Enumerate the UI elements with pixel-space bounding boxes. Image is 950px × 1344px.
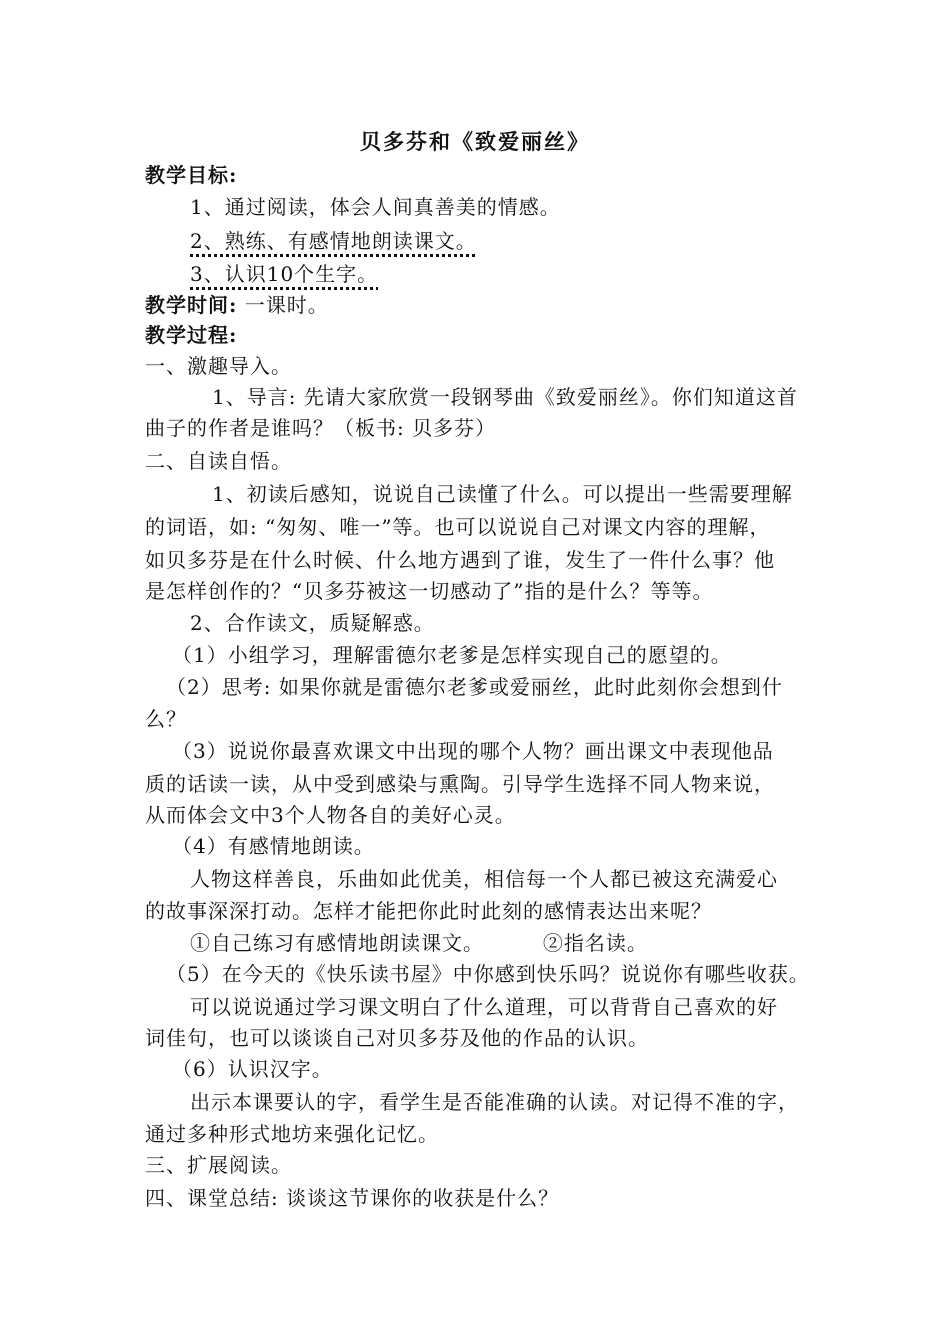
objective-item-3: 3、认识10个生字。 xyxy=(190,262,379,286)
paragraph-line: 如贝多芬是在什么时候、什么地方遇到了谁，发生了一件什么事？他 xyxy=(145,548,775,572)
paragraph-line: 1、初读后感知，说说自己读懂了什么。可以提出一些需要理解 xyxy=(212,482,793,506)
paragraph-line: 1、导言: 先请大家欣赏一段钢琴曲《致爱丽丝》。你们知道这首 xyxy=(212,385,798,409)
paragraph-line: 曲子的作者是谁吗？（板书: 贝多芬） xyxy=(145,416,497,440)
teaching-time-value: 一课时。 xyxy=(244,293,329,317)
paragraph-line: 人物这样善良，乐曲如此优美，相信每一个人都已被这充满爱心 xyxy=(190,867,778,891)
paragraph-line: 词佳句，也可以谈谈自己对贝多芬及他的作品的认识。 xyxy=(145,1026,649,1050)
paragraph-line: 从而体会文中3个人物各自的美好心灵。 xyxy=(145,803,516,827)
paragraph-line: 是怎样创作的？“贝多芬被这一切感动了”指的是什么？等等。 xyxy=(145,579,714,603)
paragraph-line: 的故事深深打动。怎样才能把你此时此刻的感情表达出来呢？ xyxy=(145,899,712,923)
teaching-time-heading: 教学时间: xyxy=(145,293,238,317)
paragraph-line: 的词语，如: “匆匆、唯一”等。也可以说说自己对课文内容的理解， xyxy=(145,515,771,539)
paragraph-line: 可以说说通过学习课文明白了什么道理，可以背背自己喜欢的好 xyxy=(190,995,778,1019)
paragraph-line: （1）小组学习，理解雷德尔老爹是怎样实现自己的愿望的。 xyxy=(172,643,732,667)
section-4-heading: 四、课堂总结: 谈谈这节课你的收获是什么？ xyxy=(145,1186,560,1210)
paragraph-line: ①自己练习有感情地朗读课文。 ②指名读。 xyxy=(190,931,648,955)
paragraph-line: 么？ xyxy=(145,707,187,731)
paragraph-line: 质的话读一读，从中受到感染与熏陶。引导学生选择不同人物来说， xyxy=(145,772,775,796)
section-1-heading: 一、激趣导入。 xyxy=(145,354,292,378)
paragraph-line: （3）说说你最喜欢课文中出现的哪个人物？画出课文中表现他品 xyxy=(172,739,774,763)
process-heading: 教学过程: xyxy=(145,323,238,347)
teaching-time xyxy=(145,290,815,320)
paragraph-line: （4）有感情地朗读。 xyxy=(172,834,375,858)
paragraph-line: （5）在今天的《快乐读书屋》中你感到快乐吗？说说你有哪些收获。 xyxy=(166,962,810,986)
paragraph-line: 2、合作读文，质疑解惑。 xyxy=(190,611,435,635)
objective-item-1: 1、通过阅读，体会人间真善美的情感。 xyxy=(190,195,561,219)
paragraph-line: （2）思考: 如果你就是雷德尔老爹或爱丽丝，此时此刻你会想到什 xyxy=(166,675,783,699)
section-2-heading: 二、自读自悟。 xyxy=(145,449,292,473)
objective-item-2: 2、熟练、有感情地朗读课文。 xyxy=(190,229,477,253)
objectives-heading: 教学目标: xyxy=(145,163,238,187)
paragraph-line: 出示本课要认的字，看学生是否能准确的认读。对记得不准的字， xyxy=(190,1090,799,1114)
paragraph-line: 通过多种形式地坊来强化记忆。 xyxy=(145,1122,439,1146)
paragraph-line: （6）认识汉字。 xyxy=(172,1057,333,1081)
section-3-heading: 三、扩展阅读。 xyxy=(145,1153,292,1177)
document-title: 贝多芬和《致爱丽丝》 xyxy=(360,129,590,154)
